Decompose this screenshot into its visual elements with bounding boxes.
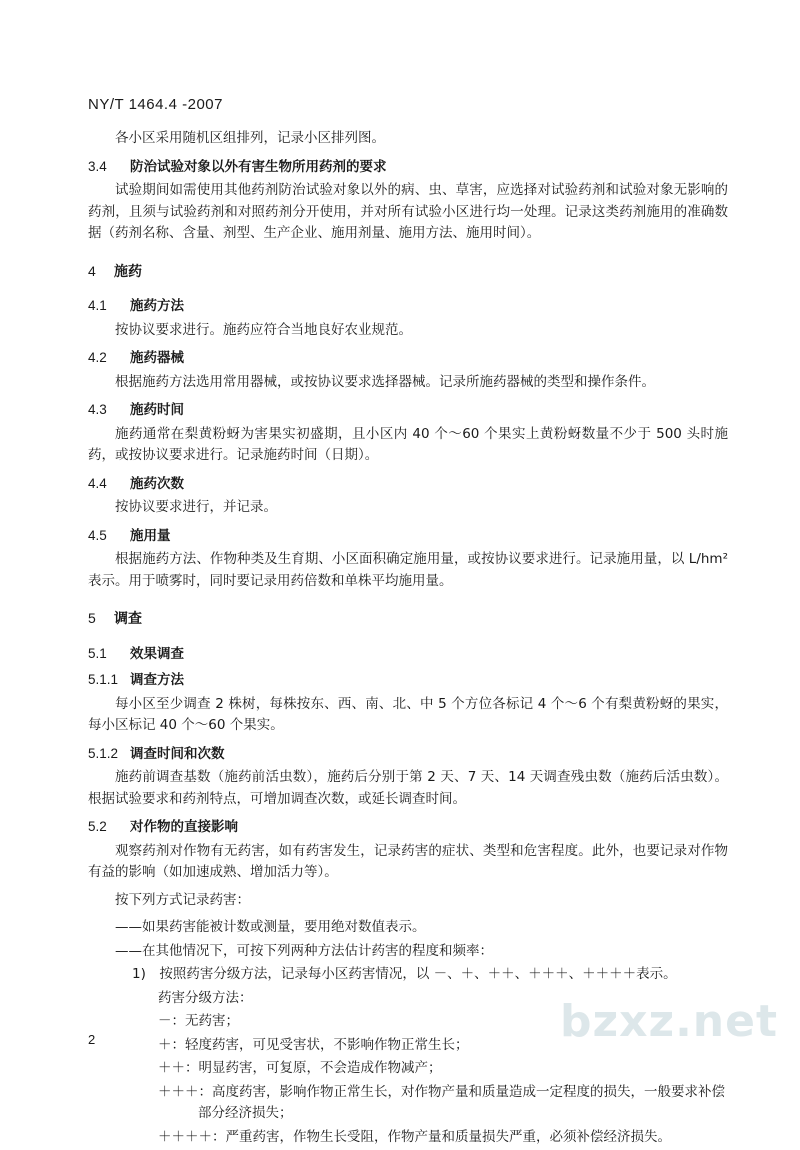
heading-text: 施药器械: [130, 350, 184, 366]
heading-text: 防治试验对象以外有害生物所用药剂的要求: [130, 158, 387, 175]
heading-number: 4: [88, 262, 96, 279]
subsection-heading: [88, 399, 728, 422]
subsection-heading: [88, 743, 728, 766]
paragraph: 施药通常在梨黄粉蚜为害果实初盛期，且小区内 40 个～60 个果实上黄粉蚜数量不少于 500 头时施药，或按协议要求进行。记录施药时间（日期）。: [88, 425, 728, 463]
heading-number: 5: [88, 610, 96, 626]
page-number: 2: [88, 1032, 96, 1047]
paragraph: 试验期间如需使用其他药剂防治试验对象以外的病、虫、草害，应选择对试验药剂和试验对象无影响的药剂，且须与试验药剂和对照药剂分开使用，并对所有试验小区进行均一处理。记录这类药剂施用的准确数据（药剂名称、含量、剂型、生产企业、施用剂量、施用方法、施用时间）。: [88, 182, 728, 241]
heading-number: 5.1: [88, 645, 107, 661]
subsection-heading: [88, 347, 728, 370]
heading-text: 施用量: [130, 527, 171, 544]
watermark-logo: bzxz.net: [560, 996, 779, 1047]
subsection-heading: [88, 816, 728, 839]
heading-text: 效果调查: [130, 645, 184, 662]
standard-number-header: NY/T 1464.4 -2007: [88, 96, 223, 113]
grade-list-item: ＋＋＋＋：严重药害，作物生长受阻，作物产量和质量损失严重，必须补偿经济损失。: [158, 1128, 671, 1145]
subsection-heading: [88, 473, 728, 496]
grade-list-item: ＋＋＋：高度药害，影响作物正常生长，对作物产量和质量造成一定程度的损失，一般要求补偿部分经济损失；: [158, 1083, 725, 1121]
heading-number: 5.1.2: [88, 745, 119, 761]
subsection-heading: [88, 643, 728, 666]
grade-list-item: ＋＋：明显药害，可复原，不会造成作物减产；: [158, 1060, 442, 1076]
dash-list-item: ——如果药害能被计数或测量，要用绝对数值表示。: [115, 919, 426, 935]
paragraph: 按下列方式记录药害：: [115, 891, 250, 908]
heading-text: 调查时间和次数: [130, 745, 225, 762]
heading-number: 5.2: [88, 819, 107, 834]
paragraph: 按协议要求进行，并记录。: [115, 499, 277, 515]
paragraph: 按协议要求进行。施药应符合当地良好农业规范。: [115, 321, 412, 338]
heading-text: 施药方法: [130, 298, 184, 314]
section-heading: [88, 608, 728, 631]
heading-number: 4.3: [88, 402, 107, 417]
heading-number: 3.4: [88, 158, 107, 174]
paragraph: 每小区至少调查 2 株树，每株按东、西、南、北、中 5 个方位各标记 4 个～6 个有梨黄粉蚜的果实，每小区标记 40 个～60 个果实。: [88, 695, 728, 733]
paragraph: 根据施药方法、作物种类及生育期、小区面积确定施用量，或按协议要求进行。记录施用量，以 L/hm² 表示。用于喷雾时，同时要记录用药倍数和单株平均施用量。: [88, 551, 728, 589]
heading-number: 4.2: [88, 350, 107, 365]
heading-text: 调查: [114, 611, 142, 627]
heading-text: 施药次数: [130, 475, 184, 492]
grade-list-title: 药害分级方法：: [158, 989, 253, 1006]
paragraph: 施药前调查基数（施药前活虫数），施药后分别于第 2 天、7 天、14 天调查残虫数（施药后活虫数）。根据试验要求和药剂特点，可增加调查次数，或延长调查时间。: [88, 769, 728, 807]
heading-text: 调查方法: [130, 672, 184, 688]
grade-list-item: －：无药害；: [158, 1013, 239, 1029]
heading-text: 施药: [114, 263, 142, 280]
heading-text: 对作物的直接影响: [130, 819, 238, 835]
subsection-heading: [88, 525, 728, 548]
section-heading: [88, 261, 728, 284]
paragraph: 各小区采用随机区组排列，记录小区排列图。: [115, 130, 385, 146]
heading-number: 4.4: [88, 475, 107, 491]
paragraph: 观察药剂对作物有无药害，如有药害发生，记录药害的症状、类型和危害程度。此外，也要记录对作物有益的影响（如加速成熟、增加活力等）。: [88, 842, 728, 880]
grade-list-item: ＋：轻度药害，可见受害状，不影响作物正常生长；: [158, 1036, 469, 1053]
subsection-heading: [88, 156, 728, 179]
heading-number: 4.1: [88, 298, 107, 313]
dash-list-item: ——在其他情况下，可按下列两种方法估计药害的程度和频率：: [115, 942, 493, 959]
paragraph: 根据施药方法选用常用器械，或按协议要求选择器械。记录所施药器械的类型和操作条件。: [115, 373, 655, 390]
heading-number: 5.1.1: [88, 672, 119, 687]
heading-number: 4.5: [88, 527, 107, 543]
heading-text: 施药时间: [130, 402, 184, 418]
subsection-heading: [88, 295, 728, 318]
numbered-item: 1) 按照药害分级方法，记录每小区药害情况，以 －、＋、＋＋、＋＋＋、＋＋＋＋表示。: [132, 966, 677, 982]
subsection-heading: [88, 669, 728, 692]
